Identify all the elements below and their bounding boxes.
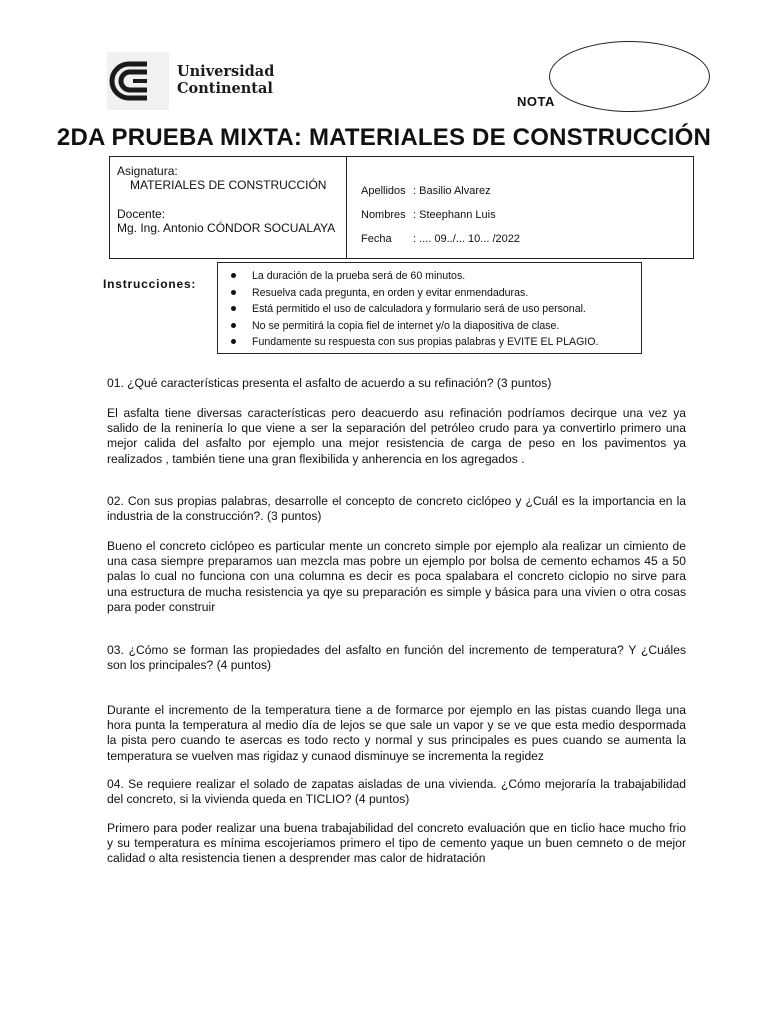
instruction-text: No se permitirá la copia fiel de internet y/o la diapositiva de clase. — [252, 319, 560, 332]
instructions-list — [218, 268, 598, 351]
instruction-text: La duración de la prueba será de 60 minutos. — [252, 270, 466, 282]
instruction-item — [218, 334, 598, 351]
instruction-item — [218, 301, 598, 318]
bullet-icon — [231, 273, 236, 278]
instruction-item — [218, 268, 598, 285]
nota-label: NOTA — [517, 94, 555, 109]
asignatura-label: Asignatura: — [117, 164, 178, 178]
fecha-row — [361, 233, 520, 245]
asignatura-value: MATERIALES DE CONSTRUCCIÓN — [130, 178, 327, 192]
docente-label: Docente: — [117, 207, 166, 221]
answer-4: Primero para poder realizar una buena trabajabilidad del concreto evaluación que en ticlio hace mucho frio y su temperatura es mínima escojeriamos primero el tipo de cemento yaque un buen cemneto o de mejor calidad o alta resistencia tienen a desprender mas calor de hidratación — [107, 821, 686, 866]
page-title: 2DA PRUEBA MIXTA: MATERIALES DE CONSTRUCCIÓN — [56, 124, 712, 151]
instruction-text: Está permitido el uso de calculadora y formulario será de uso personal. — [252, 303, 586, 316]
course-info-box — [109, 156, 694, 259]
question-1: 01. ¿Qué características presenta el asfalto de acuerdo a su refinación? (3 puntos) — [107, 376, 552, 390]
question-2: 02. Con sus propias palabras, desarrolle el concepto de concreto ciclópeo y ¿Cuál es la importancia en la industria de la construcción?. (3 puntos) — [107, 494, 686, 524]
nombres-row — [361, 209, 496, 221]
apellidos-row — [361, 185, 491, 197]
answer-1: El asfalta tiene diversas características pero deacuerdo asu refinación podríamos decirque una vez ya salido de la reninería lo que viene a ser la separación del petróleo crudo para ya convertirlo primero una mejor calida del asfalto por ejemplo una mejor resistencia de carga de peso en los pavimentos ya realizados , también tiene una gran flexibilida y anherencia en los agregados . — [107, 406, 686, 466]
fecha-label: Fecha — [361, 233, 392, 245]
continental-logo-icon — [107, 52, 169, 110]
instruction-item — [218, 318, 598, 335]
instructions-box — [217, 262, 642, 354]
question-4: 04. Se requiere realizar el solado de zapatas aisladas de una vivienda. ¿Cómo mejoraría la trabajabilidad del concreto, si la vivienda queda en TICLIO? (4 puntos) — [107, 777, 686, 807]
instruction-text: Resuelva cada pregunta, en orden y evitar enmendaduras. — [252, 286, 529, 299]
bullet-icon — [231, 339, 236, 344]
docente-value: Mg. Ing. Antonio CÓNDOR SOCUALAYA — [117, 221, 336, 235]
answer-3: Durante el incremento de la temperatura tiene a de formarce por ejemplo en las pistas cuando llega una hora punta la temperatura al medio día de lejos se que sale un vapor y se ve que esta medio despormada la pista pero cuando te asercas es todo recto y normal y sus principales es pues cuando se aumenta la temperatura se vuelven mas rigidaz y cunaod disminuye se incrementa la regidez — [107, 703, 686, 763]
nombres-label: Nombres — [361, 209, 406, 221]
instructions-label: Instrucciones: — [103, 277, 197, 291]
logo-text — [177, 63, 274, 97]
nombres-value: : Steephann Luis — [413, 209, 496, 221]
university-logo — [107, 52, 275, 110]
question-3: 03. ¿Cómo se forman las propiedades del asfalto en función del incremento de temperatura? Y ¿Cuáles son los principales? (4 puntos) — [107, 643, 686, 673]
answer-2: Bueno el concreto ciclópeo es particular mente un concreto simple por ejemplo ala realizar un cimiento de una casa siempre preparamos uan mezcla mas pobre un ejemplo por bolsa de cemento echamos 45 a 50 palas lo cual no funciona con una columna es decir es poca spalabara el concreto ciclopio no sirve para una estructura de mucha resistencia ya qye su preparación es simple y básica para una vivien o otra cosas para poder construir — [107, 539, 686, 614]
instruction-text: Fundamente su respuesta con sus propias palabras y EVITE EL PLAGIO. — [252, 336, 599, 349]
fecha-value: : .... 09../... 10... /2022 — [413, 233, 521, 245]
apellidos-label: Apellidos — [361, 185, 406, 197]
logo-line-2: Continental — [177, 80, 273, 97]
bullet-icon — [231, 306, 236, 311]
logo-line-1: Universidad — [177, 63, 275, 80]
bullet-icon — [231, 290, 236, 295]
course-info-left — [110, 157, 347, 258]
apellidos-value: : Basilio Alvarez — [413, 185, 491, 197]
bullet-icon — [231, 323, 236, 328]
instruction-item — [218, 285, 598, 302]
grade-oval — [549, 41, 710, 112]
